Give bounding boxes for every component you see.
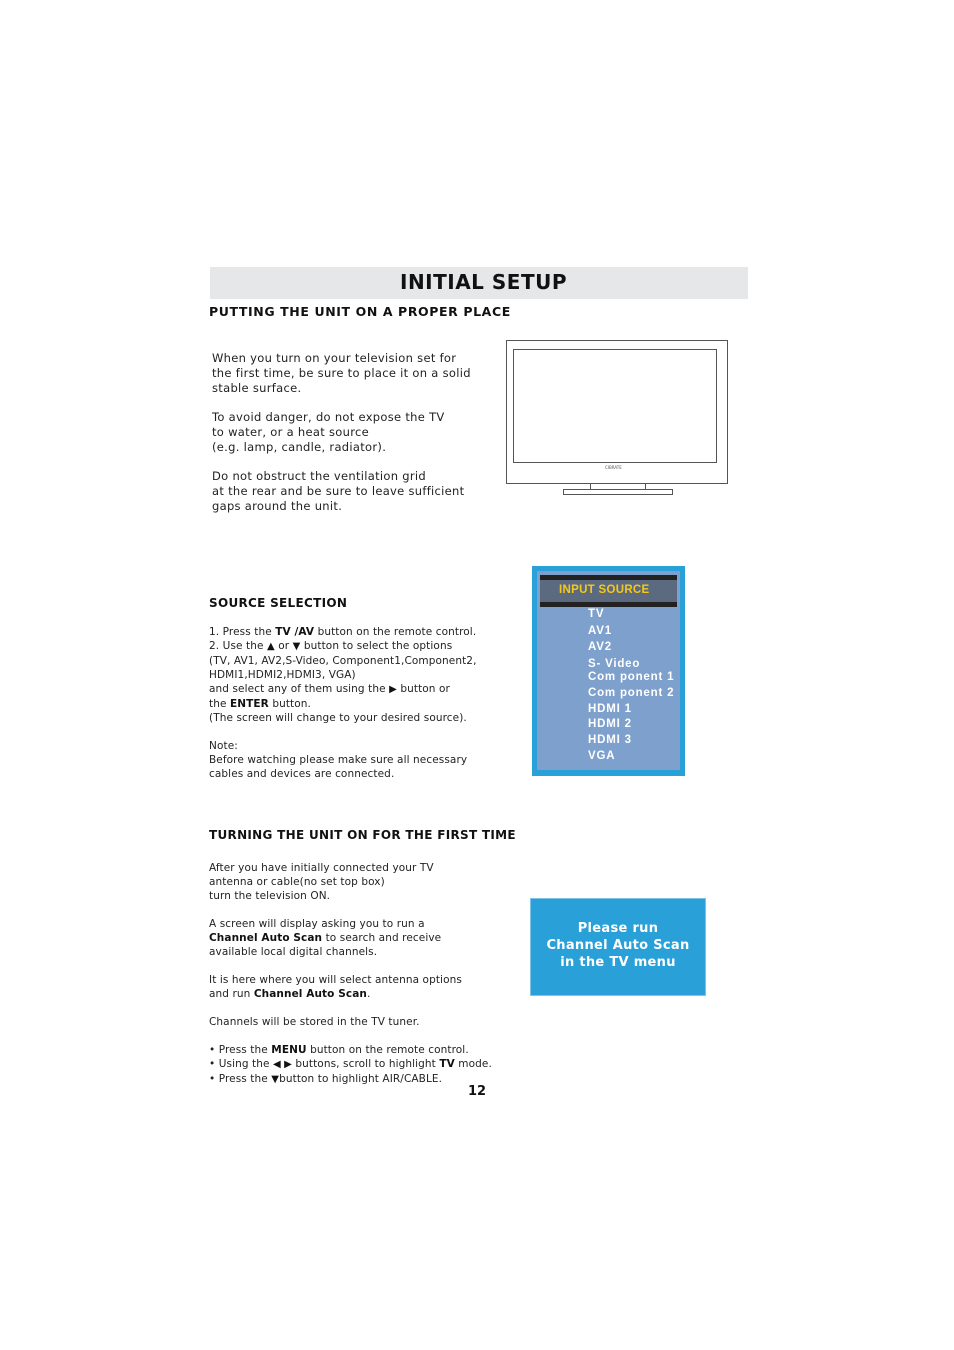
tv-logo: CIBRATE	[605, 465, 622, 470]
placement-line: gaps around the unit.	[212, 498, 343, 513]
first-time-line: antenna or cable(no set top box)	[209, 876, 385, 888]
placement-line: Do not obstruct the ventilation grid	[212, 469, 427, 484]
placement-line: the first time, be sure to place it on a solid	[212, 365, 471, 380]
source-text	[209, 625, 477, 781]
source-step1: 1. Press the TV /AV button on the remote control.	[209, 626, 477, 638]
first-time-text	[209, 861, 492, 1087]
first-time-line: and run Channel Auto Scan.	[209, 988, 371, 1000]
menu-item-vga: VGA	[588, 750, 616, 762]
prompt-line: Please run	[577, 921, 659, 936]
first-time-line: It is here where you will select antenna options	[209, 974, 462, 986]
first-time-line: After you have initially connected your TV	[209, 862, 434, 874]
placement-line: stable surface.	[212, 380, 302, 395]
menu-title: INPUT SOURCE	[559, 584, 650, 596]
menu-item-hdmi2: HDMI 2	[588, 718, 632, 730]
down-arrow-icon: ▼	[292, 641, 301, 652]
menu-item-component2: Com ponent 2	[588, 687, 675, 699]
left-right-arrows-icon: ◀ ▶	[273, 1059, 292, 1070]
source-enter: the ENTER button.	[209, 698, 311, 710]
first-time-bullet: • Press the MENU button on the remote control.	[209, 1044, 469, 1056]
first-time-line: A screen will display asking you to run a	[209, 918, 425, 930]
menu-divider	[540, 602, 677, 607]
source-step2: 2. Use the ▲ or ▼ button to select the options	[209, 640, 453, 652]
placement-line: To avoid danger, do not expose the TV	[212, 410, 445, 425]
menu-item-component1: Com ponent 1	[588, 671, 675, 683]
source-select: and select any of them using the ▶ button or	[209, 683, 450, 695]
placement-line: (e.g. lamp, candle, radiator).	[212, 439, 387, 454]
placement-heading: PUTTING THE UNIT ON A PROPER PLACE	[209, 304, 511, 319]
first-time-line: Channels will be stored in the TV tuner.	[209, 1016, 420, 1028]
prompt-line: Channel Auto Scan	[546, 938, 690, 953]
source-options: HDMI1,HDMI2,HDMI3, VGA)	[209, 669, 356, 681]
menu-item-av1: AV1	[588, 625, 612, 637]
placement-line: When you turn on your television set for	[212, 351, 457, 365]
menu-item-hdmi3: HDMI 3	[588, 734, 632, 746]
first-time-line: turn the television ON.	[209, 890, 331, 902]
note-label: Note:	[209, 740, 238, 752]
first-time-line: available local digital channels.	[209, 946, 378, 958]
first-time-line: Channel Auto Scan to search and receive	[209, 932, 442, 944]
menu-item-av2: AV2	[588, 641, 612, 653]
menu-item-svideo: S- Video	[588, 658, 641, 670]
page-title: INITIAL SETUP	[400, 270, 567, 294]
source-screen-change: (The screen will change to your desired source).	[209, 712, 467, 724]
first-time-bullet: • Using the ◀ ▶ buttons, scroll to highlight TV mode.	[209, 1058, 492, 1070]
placement-line: to water, or a heat source	[212, 424, 369, 439]
down-arrow-icon: ▼	[271, 1074, 280, 1085]
placement-line: at the rear and be sure to leave sufficient	[212, 484, 465, 499]
source-options: (TV, AV1, AV2,S-Video, Component1,Component2,	[209, 655, 477, 667]
tv-stand-base	[563, 489, 673, 495]
page-number: 12	[468, 1084, 487, 1099]
tv-screen	[513, 349, 717, 463]
up-arrow-icon: ▲	[266, 641, 275, 652]
first-time-heading: TURNING THE UNIT ON FOR THE FIRST TIME	[209, 828, 516, 842]
note-text: cables and devices are connected.	[209, 768, 395, 780]
menu-item-hdmi1: HDMI 1	[588, 703, 632, 715]
source-heading: SOURCE SELECTION	[209, 596, 348, 610]
prompt-line: in the TV menu	[560, 955, 676, 970]
right-arrow-icon: ▶	[389, 684, 397, 695]
menu-item-tv: TV	[588, 608, 605, 620]
first-time-bullet: • Press the ▼button to highlight AIR/CABLE.	[209, 1073, 443, 1085]
placement-text	[212, 351, 471, 514]
note-text: Before watching please make sure all necessary	[209, 754, 468, 766]
